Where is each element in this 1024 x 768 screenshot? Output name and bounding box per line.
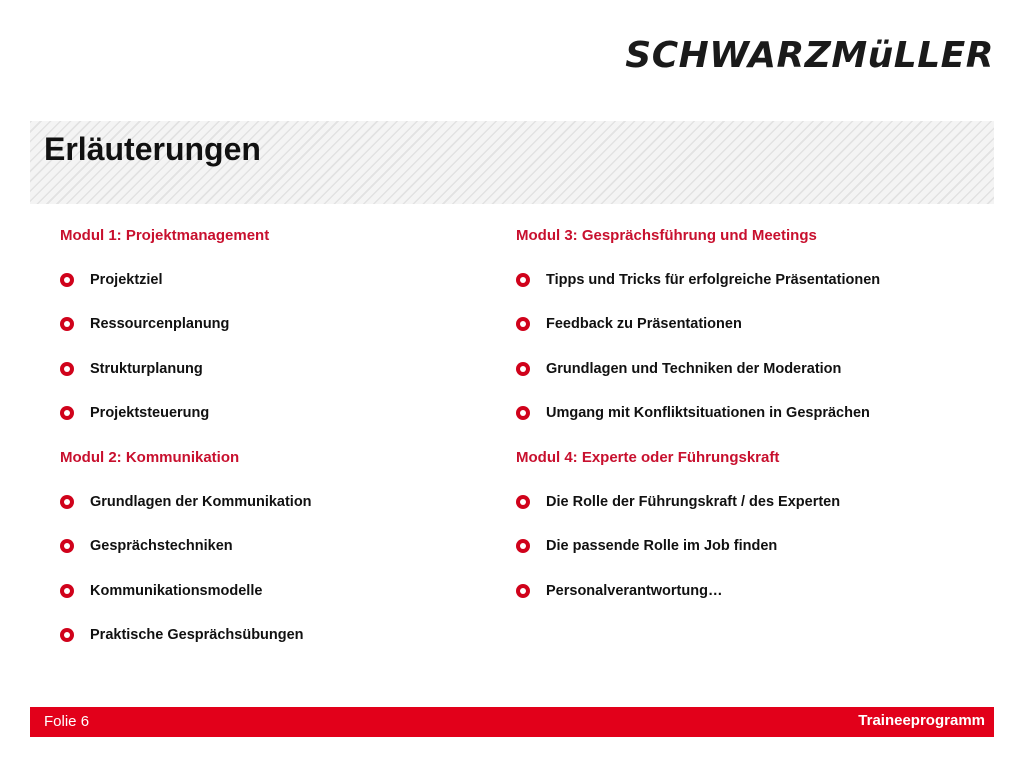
- item-label: Tipps und Tricks für erfolgreiche Präsentationen: [546, 272, 881, 288]
- item-label: Feedback zu Präsentationen: [546, 316, 742, 333]
- list-item: [516, 269, 956, 291]
- list-item: [516, 313, 956, 335]
- red-circle-bullet-icon: [60, 628, 74, 642]
- item-label: Grundlagen und Techniken der Moderation: [546, 360, 842, 377]
- module-title: Modul 1: Projektmanagement: [60, 227, 270, 244]
- red-circle-bullet-icon: [516, 584, 530, 598]
- list-item: [60, 358, 500, 380]
- left-column: [60, 224, 500, 668]
- item-label: Grundlagen der Kommunikation: [90, 494, 312, 511]
- list-item: [60, 269, 500, 291]
- red-circle-bullet-icon: [60, 406, 74, 420]
- module-4: [516, 446, 956, 602]
- list-item: [516, 491, 956, 513]
- module-3: [516, 224, 956, 424]
- red-circle-bullet-icon: [516, 273, 530, 287]
- red-circle-bullet-icon: [60, 273, 74, 287]
- item-label: Kommunikationsmodelle: [90, 582, 263, 599]
- list-item: [60, 491, 500, 513]
- red-circle-bullet-icon: [516, 495, 530, 509]
- red-circle-bullet-icon: [516, 539, 530, 553]
- module-title: Modul 2: Kommunikation: [60, 449, 240, 467]
- item-label: Personalverantwortung…: [546, 582, 723, 599]
- list-item: [60, 313, 500, 335]
- title-band: [30, 121, 994, 204]
- module-2: [60, 446, 500, 646]
- page-title: Erläuterungen: [44, 131, 261, 167]
- item-label: Projektziel: [90, 272, 163, 288]
- item-label: Strukturplanung: [90, 360, 203, 377]
- list-item: [516, 535, 956, 557]
- module-title: Modul 3: Gesprächsführung und Meetings: [516, 227, 817, 244]
- red-circle-bullet-icon: [60, 495, 74, 509]
- list-item: [60, 402, 500, 424]
- list-item: [516, 358, 956, 380]
- item-label: Projektsteuerung: [90, 404, 210, 421]
- red-circle-bullet-icon: [516, 406, 530, 420]
- list-item: [516, 580, 956, 602]
- list-item: [60, 580, 500, 602]
- list-item: [516, 402, 956, 424]
- slide-number-value: 6: [80, 713, 90, 730]
- footer-bar: [30, 707, 994, 737]
- module-1: [60, 224, 500, 424]
- red-circle-bullet-icon: [60, 584, 74, 598]
- item-label: Ressourcenplanung: [90, 316, 230, 333]
- item-label: Die passende Rolle im Job finden: [546, 538, 778, 555]
- red-circle-bullet-icon: [60, 362, 74, 376]
- slide-number: [44, 707, 89, 737]
- red-circle-bullet-icon: [60, 317, 74, 331]
- red-circle-bullet-icon: [516, 317, 530, 331]
- red-circle-bullet-icon: [60, 539, 74, 553]
- item-label: Gesprächstechniken: [90, 538, 233, 555]
- slide-label-text: Folie: [44, 713, 77, 730]
- item-label: Umgang mit Konfliktsituationen in Gesprächen: [546, 404, 870, 421]
- right-column: [516, 224, 956, 624]
- list-item: [60, 535, 500, 557]
- item-label: Die Rolle der Führungskraft / des Experten: [546, 494, 841, 511]
- program-name: Traineeprogramm: [858, 712, 985, 729]
- item-label: Praktische Gesprächsübungen: [90, 627, 304, 644]
- list-item: [60, 624, 500, 646]
- red-circle-bullet-icon: [516, 362, 530, 376]
- module-title: Modul 4: Experte oder Führungskraft: [516, 449, 780, 467]
- company-logo: SCHWARZMüLLER: [625, 35, 994, 76]
